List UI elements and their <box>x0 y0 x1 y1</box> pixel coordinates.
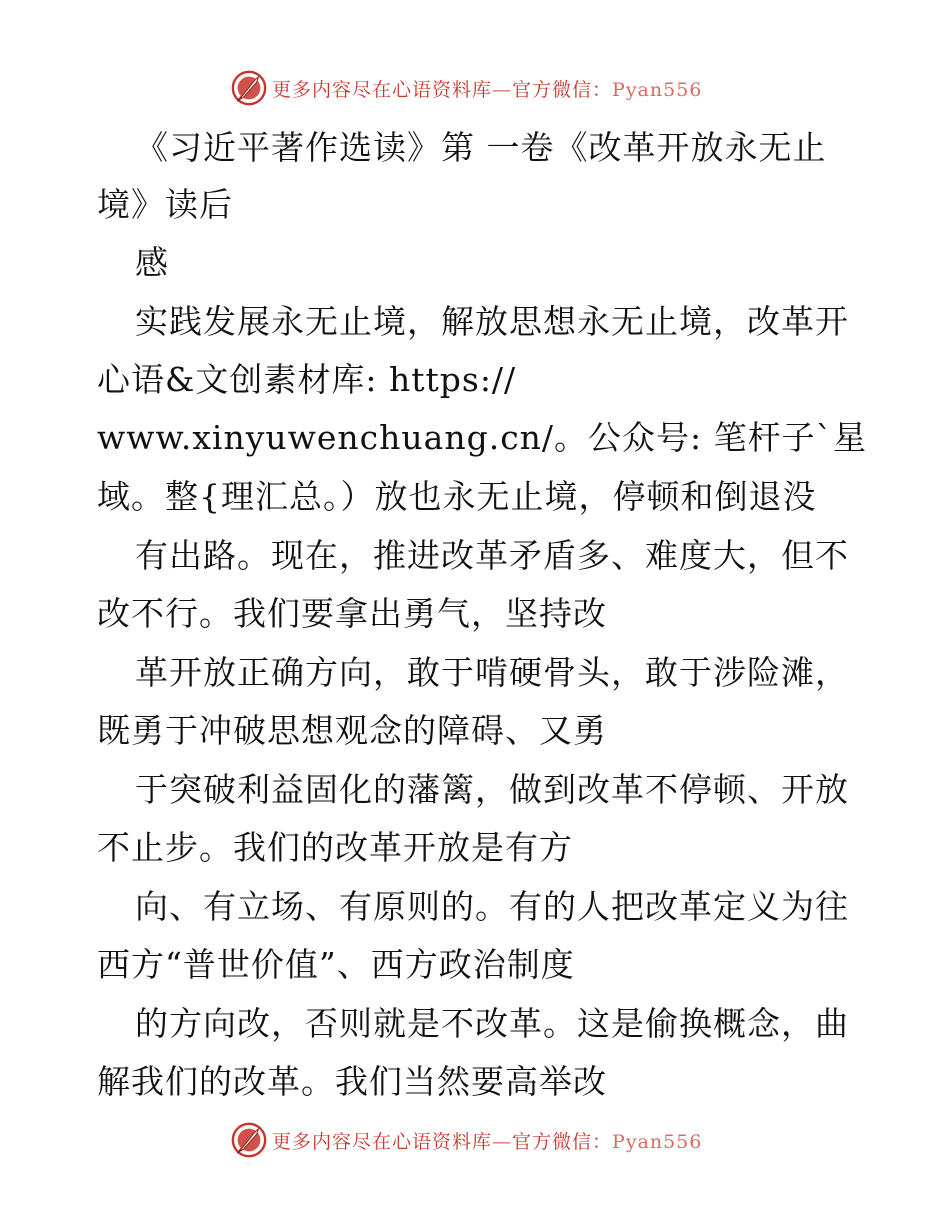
text-line: 域。整{理汇总。）放也永无止境，停顿和倒退没 <box>97 477 817 516</box>
text-line: 的方向改，否则就是不改革。这是偷换概念，曲 <box>135 1004 849 1043</box>
text-line: 不止步。我们的改革开放是有方 <box>97 828 573 867</box>
text-line: 《习近平著作选读》第 一卷《改革开放永无止 <box>135 128 827 167</box>
text-line: 向、有立场、有原则的。有的人把改革定义为往 <box>135 887 849 926</box>
text-line: 西方“普世价值”、西方政治制度 <box>97 945 575 984</box>
text-line: www.xinyuwenchuang.cn/。公众号: 笔杆子`星 <box>97 418 868 457</box>
text-line: 感 <box>135 243 169 282</box>
text-line: 革开放正确方向，敢于啃硬骨头，敢于涉险滩， <box>135 653 849 692</box>
footer-banner <box>230 1120 702 1160</box>
banner-label: 官方微信： <box>512 78 613 101</box>
banner-label: 官方微信： <box>512 1130 613 1153</box>
text-line: 改不行。我们要拿出勇气，坚持改 <box>97 594 607 633</box>
banner-main: 更多内容尽在心语资料库 <box>272 1130 493 1153</box>
banner-text <box>272 1127 702 1154</box>
text-line: 解我们的改革。我们当然要高举改 <box>97 1062 607 1101</box>
text-line: 既勇于冲破思想观念的障碍、又勇 <box>97 711 607 750</box>
banner-wechat-id: Pyan556 <box>612 1130 703 1153</box>
banner-wechat-id: Pyan556 <box>612 78 703 101</box>
text-line: 实践发展永无止境，解放思想永无止境，改革开 <box>135 302 849 341</box>
banner-separator: — <box>492 1130 513 1153</box>
text-line: 心语&文创素材库: https:// <box>97 360 517 399</box>
quill-pen-icon <box>230 1121 268 1159</box>
text-line: 境》读后 <box>97 185 233 224</box>
text-line: 于突破利益固化的藩篱，做到改革不停顿、开放 <box>135 770 849 809</box>
banner-separator: — <box>492 78 513 101</box>
text-line: 有出路。现在，推进改革矛盾多、难度大，但不 <box>135 536 849 575</box>
banner-main: 更多内容尽在心语资料库 <box>272 78 493 101</box>
